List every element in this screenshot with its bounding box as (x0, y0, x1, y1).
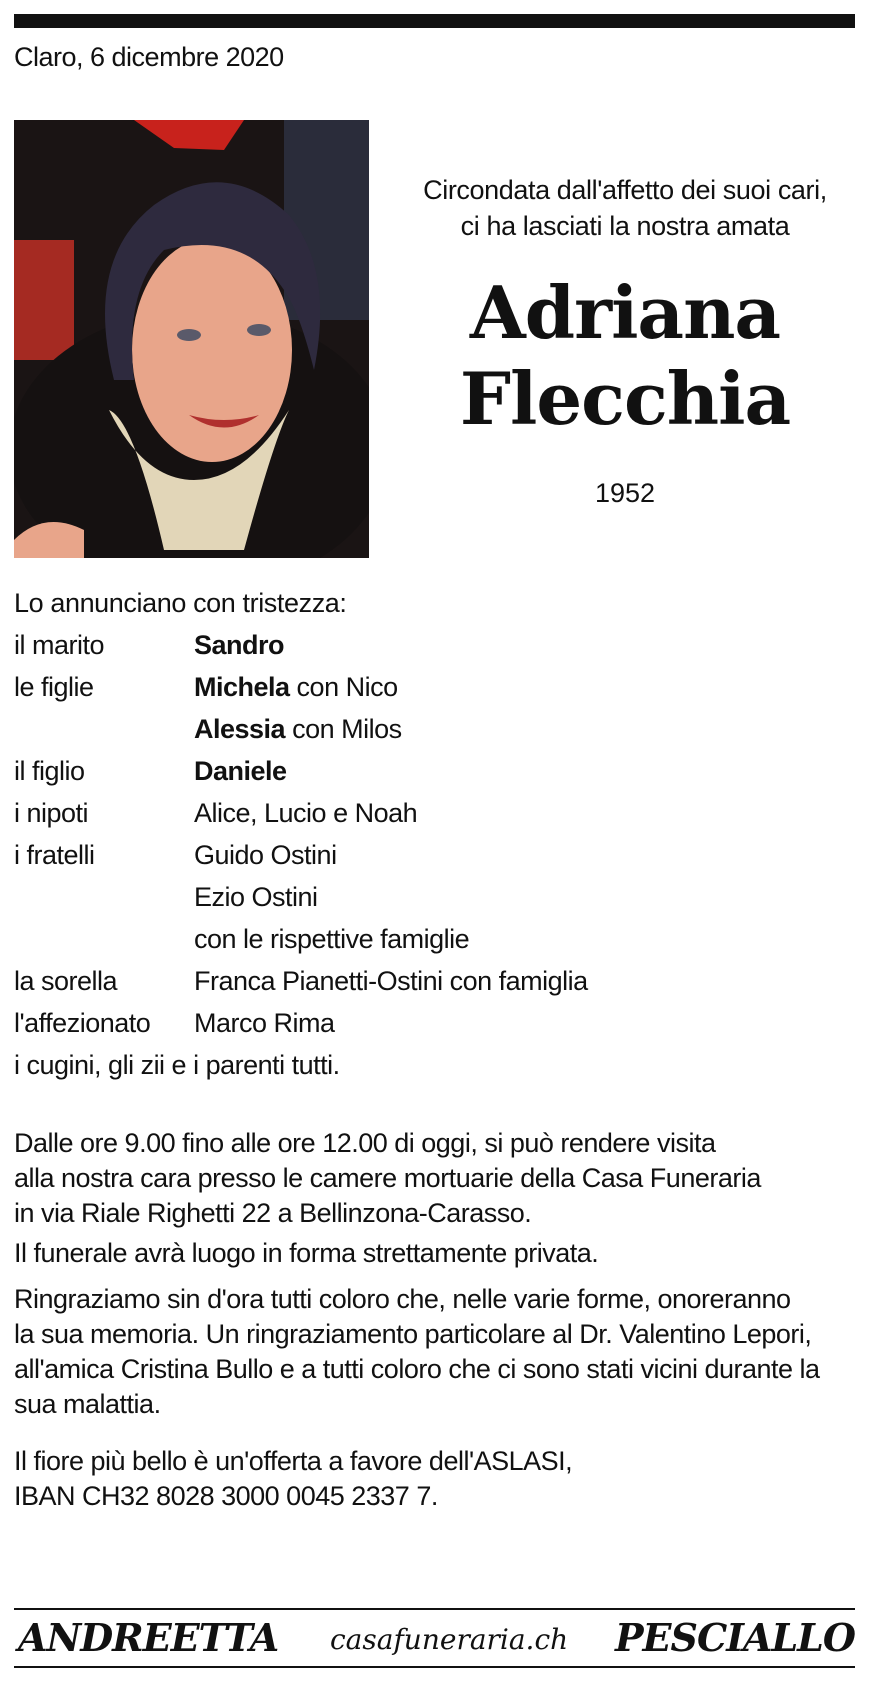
relative-names (194, 966, 588, 997)
relative-role: le figlie (14, 672, 94, 702)
relative-name: Alessia (194, 714, 286, 744)
relative-name: Sandro (194, 630, 285, 660)
relative-names (194, 798, 417, 829)
relative-name: Michela (194, 672, 290, 702)
deceased-first-name: Adriana (469, 270, 781, 355)
thanks-line: Ringraziamo sin d'ora tutti coloro che, nelle varie forme, onoreranno (14, 1284, 791, 1314)
relative-role: il figlio (14, 756, 85, 786)
relative-names (194, 630, 284, 661)
relative-names (194, 882, 318, 913)
relative-extra: con Milos (285, 714, 402, 744)
announce-heading: Lo annunciano con tristezza: (14, 588, 347, 618)
relative-names (194, 924, 469, 955)
intro-line: ci ha lasciati la nostra amata (460, 211, 790, 241)
funeral-line: Il funerale avrà luogo in forma strettamente privata. (14, 1238, 599, 1268)
relative-extra: con Nico (289, 672, 398, 702)
relative-role: la sorella (14, 966, 118, 996)
footer-website: casafuneraria.ch (330, 1623, 569, 1656)
thanks-paragraph (14, 1282, 859, 1422)
relative-extra: Ezio Ostini (194, 882, 318, 912)
relative-extra: con le rispettive famiglie (194, 924, 470, 954)
thanks-line: sua malattia. (14, 1389, 161, 1419)
footer-funeral-home-right: PESCIALLO (614, 1615, 855, 1660)
relative-extra: Marco Rima (194, 1008, 335, 1038)
relative-names (194, 714, 402, 745)
relative-extra: Guido Ostini (194, 840, 337, 870)
footer-top-rule (14, 1608, 855, 1610)
thanks-line: all'amica Cristina Bullo e a tutti coloro che ci sono stati vicini durante la (14, 1354, 820, 1384)
footer-funeral-home-left: ANDREETTA (18, 1615, 279, 1660)
visit-paragraph (14, 1126, 859, 1231)
portrait-photo (14, 120, 369, 558)
relative-role: i fratelli (14, 840, 95, 870)
thanks-line: la sua memoria. Un ringraziamento particolare al Dr. Valentino Lepori, (14, 1319, 812, 1349)
relative-names (194, 672, 398, 703)
funeral-paragraph (14, 1236, 859, 1271)
relative-role: l'affezionato (14, 1008, 151, 1038)
relative-names (194, 840, 337, 871)
relative-extra: Franca Pianetti-Ostini con famiglia (194, 966, 588, 996)
deceased-name (375, 270, 869, 442)
footer-bottom-rule (14, 1666, 855, 1668)
donation-paragraph (14, 1444, 859, 1514)
birth-year: 1952 (594, 478, 656, 508)
relative-name: Daniele (194, 756, 287, 786)
relative-role: i nipoti (14, 798, 89, 828)
relative-names (194, 756, 287, 787)
deceased-last-name: Flecchia (459, 356, 791, 441)
relative-role: il marito (14, 630, 105, 660)
relative-names (194, 1008, 335, 1039)
visit-line: alla nostra cara presso le camere mortuarie della Casa Funeraria (14, 1163, 761, 1193)
donation-line: Il fiore più bello è un'offerta a favore dell'ASLASI, (14, 1446, 573, 1476)
top-rule (14, 14, 855, 28)
visit-line: Dalle ore 9.00 fino alle ore 12.00 di oggi, si può rendere visita (14, 1128, 716, 1158)
relative-extra: Alice, Lucio e Noah (194, 798, 418, 828)
donation-line: IBAN CH32 8028 3000 0045 2337 7. (14, 1481, 438, 1511)
visit-line: in via Riale Righetti 22 a Bellinzona-Carasso. (14, 1198, 532, 1228)
cousins-line: i cugini, gli zii e i parenti tutti. (14, 1050, 340, 1080)
intro-line: Circondata dall'affetto dei suoi cari, (423, 175, 827, 205)
place-date: Claro, 6 dicembre 2020 (14, 42, 284, 72)
intro-text (375, 172, 869, 244)
